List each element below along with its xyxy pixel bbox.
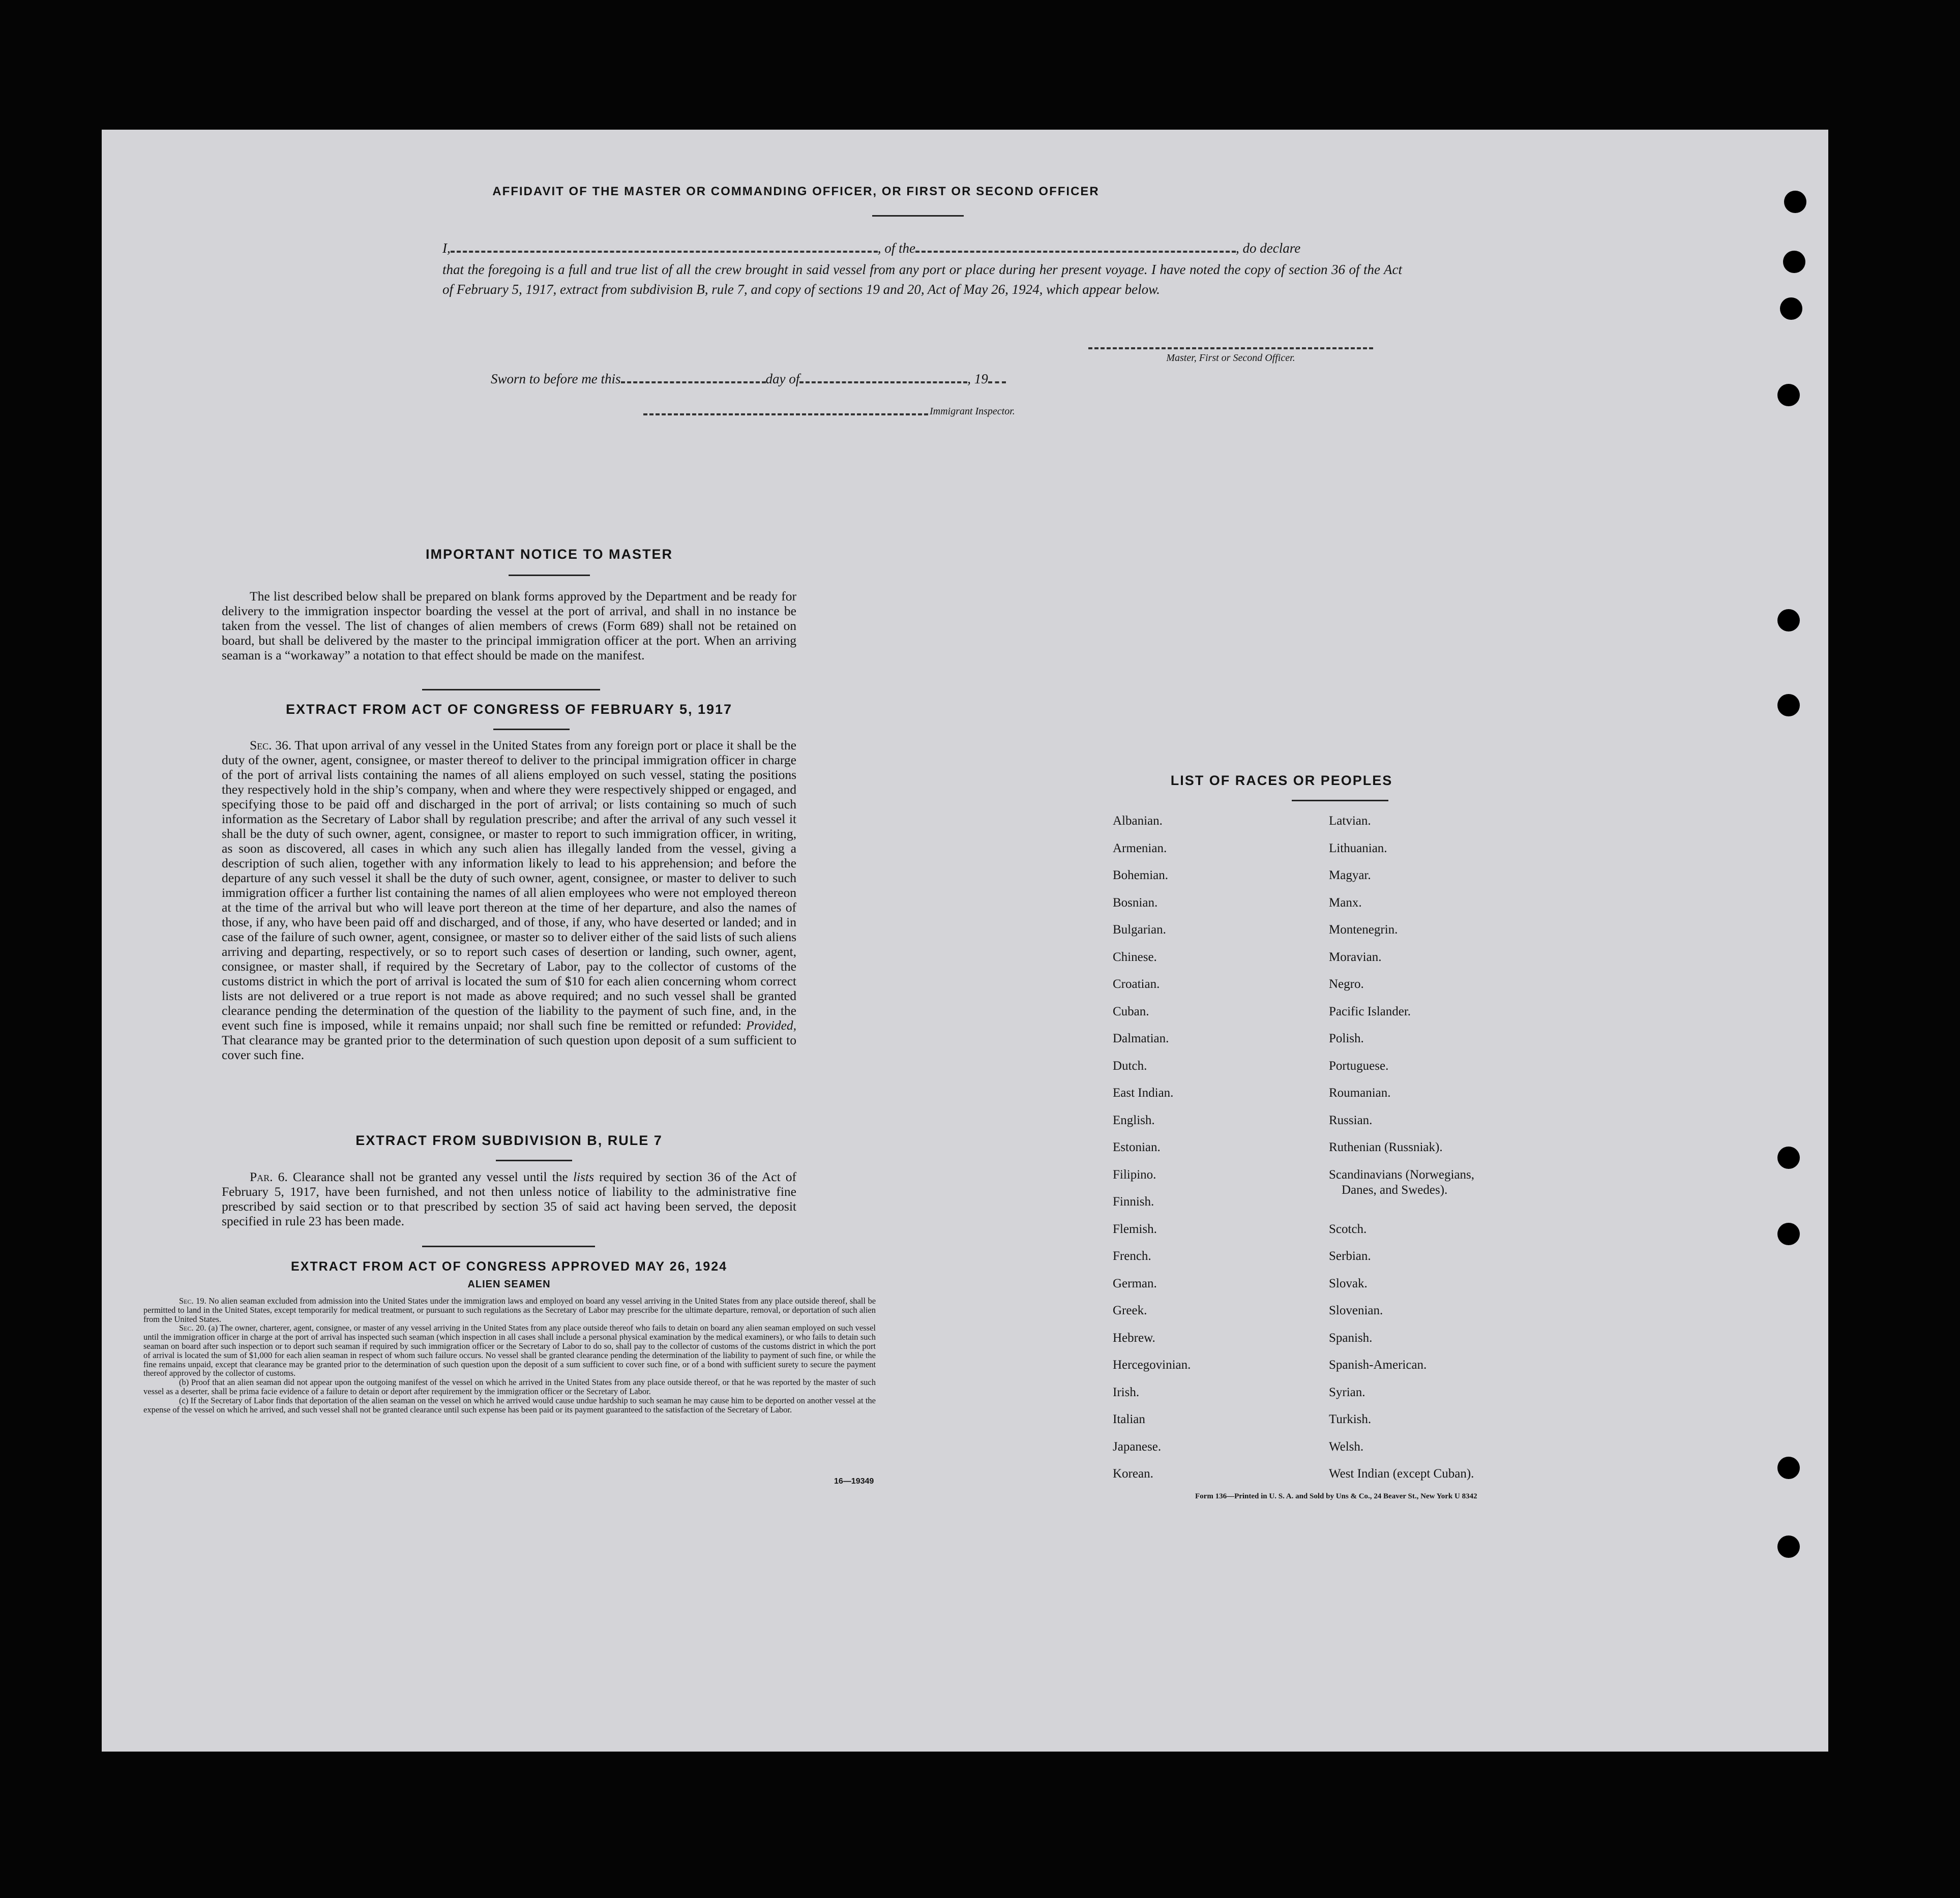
do-declare-label: , do declare	[1236, 240, 1301, 256]
race-item: Hercegovinian.	[1113, 1358, 1191, 1372]
race-item: Portuguese.	[1329, 1059, 1389, 1073]
race-item: Scotch.	[1329, 1222, 1367, 1236]
race-item: Albanian.	[1113, 814, 1163, 828]
day-of-label: day of	[765, 371, 800, 386]
race-item: Lithuanian.	[1329, 841, 1387, 855]
race-item: Bosnian.	[1113, 895, 1158, 910]
race-item: Montenegrin.	[1329, 923, 1398, 937]
race-item: Chinese.	[1113, 950, 1157, 964]
race-item: Irish.	[1113, 1385, 1140, 1399]
race-item: Croatian.	[1113, 977, 1160, 991]
race-item: Serbian.	[1329, 1249, 1371, 1263]
races-rule	[1292, 800, 1388, 801]
race-item: Japanese.	[1113, 1439, 1162, 1454]
declaration-body: that the foregoing is a full and true list of all the crew brought in said vessel from any port or place during her present voyage. I have noted the copy of section 36 of the Act of February 5, 1917, extract from subdivision B, rule 7, and copy of sections 19 and 20, Act of May 26, 1924, which appear below.	[442, 262, 1402, 297]
master-signature-line[interactable]	[1088, 347, 1373, 349]
par-6-label: Par. 6.	[250, 1169, 288, 1184]
race-item: West Indian (except Cuban).	[1329, 1467, 1474, 1481]
punch-hole	[1777, 384, 1800, 406]
sec-36-end: That clearance may be granted prior to the determination of such question upon deposit of a sum sufficient to cover such fine.	[222, 1033, 796, 1062]
race-item: Armenian.	[1113, 841, 1167, 855]
form-page	[102, 130, 1828, 1752]
race-item: Russian.	[1329, 1113, 1373, 1127]
sworn-label: Sworn to before me this	[491, 371, 621, 386]
rule-7-rule	[496, 1160, 572, 1161]
inspector-signature-line[interactable]	[643, 413, 928, 415]
race-item: East Indian.	[1113, 1086, 1174, 1100]
race-item: Estonian.	[1113, 1140, 1161, 1154]
month-blank[interactable]	[799, 376, 967, 383]
sec-19-body: No alien seaman excluded from admission into the United States under the immigration laws and employed on board any vessel arriving in the United States from any place outside thereof, shall be permitted to land in the United States, except temporarily for medical treatment, or pursuant to such regulations as the Secretary of Labor may prescribe for the ultimate departure, removal, or deportation of such alien from the United States.	[143, 1296, 876, 1324]
form-footer: Form 136—Printed in U. S. A. and Sold by Uns & Co., 24 Beaver St., New York U 8342	[1195, 1492, 1477, 1500]
par-6-body-b: required by section 36 of the Act of February 5, 1917, have been furnished, and not then unless notice of liability to the administrative fine prescribed by said section or to that prescribed by section 35 of said act having been served, the deposit specified in rule 23 has been made.	[222, 1169, 797, 1228]
sec-20c-text: (c) If the Secretary of Labor finds that deportation of the alien seaman on the vessel on which he arrived would cause undue hardship to such seaman he may cause him to be deported on another vessel at the expense of the vessel on which he arrived, and such vessel shall not be granted clearance until such expense has been paid or its payment guaranteed to the satisfaction of the Secretary of Labor.	[143, 1395, 876, 1414]
provided-word: Provided,	[746, 1018, 797, 1033]
sworn-line	[491, 371, 1006, 387]
sec-20b-text: (b) Proof that an alien seaman did not appear upon the outgoing manifest of the vessel on which he arrived in the United States from any place outside thereof, or that he was reported by the master of such vessel as a deserter, shall be prima facie evidence of a failure to detain or deport after requirement by the immigration officer or the Secretary of Labor.	[143, 1377, 876, 1396]
notice-title: IMPORTANT NOTICE TO MASTER	[426, 547, 673, 562]
race-item: Turkish.	[1329, 1412, 1372, 1426]
par-6-text	[222, 1169, 796, 1228]
race-item: Filipino.	[1113, 1167, 1156, 1182]
race-item: Finnish.	[1113, 1195, 1154, 1209]
race-item: Slovak.	[1329, 1276, 1368, 1290]
race-item: Italian	[1113, 1412, 1145, 1426]
race-item: Pacific Islander.	[1329, 1004, 1411, 1018]
alien-seamen-subtitle: ALIEN SEAMEN	[467, 1279, 551, 1290]
race-item: Hebrew.	[1113, 1331, 1155, 1345]
race-item: Magyar.	[1329, 868, 1371, 882]
punch-hole	[1777, 1223, 1800, 1245]
race-item: Bulgarian.	[1113, 923, 1166, 937]
race-item: Polish.	[1329, 1032, 1364, 1045]
race-item: Spanish.	[1329, 1331, 1373, 1345]
sec-20a-text	[143, 1323, 876, 1378]
punch-hole	[1777, 694, 1800, 716]
master-name-blank[interactable]	[451, 246, 878, 253]
punch-hole	[1777, 1457, 1800, 1479]
act-1917-title: EXTRACT FROM ACT OF CONGRESS OF FEBRUARY 5, 1917	[285, 702, 733, 717]
race-item: Dutch.	[1113, 1059, 1147, 1073]
race-item: German.	[1113, 1276, 1157, 1290]
punch-hole	[1777, 609, 1800, 631]
race-item: Danes, and Swedes).	[1342, 1183, 1448, 1197]
sec-19-text	[143, 1297, 876, 1323]
race-item: Welsh.	[1329, 1439, 1364, 1454]
sec-19-label: Sec. 19.	[179, 1296, 206, 1306]
act-1924-title: EXTRACT FROM ACT OF CONGRESS APPROVED MAY 26, 1924	[290, 1259, 728, 1274]
punch-hole	[1784, 191, 1806, 213]
race-item: Greek.	[1113, 1304, 1147, 1317]
race-item: Korean.	[1113, 1467, 1153, 1481]
notice-body: The list described below shall be prepared on blank forms approved by the Department and be ready for delivery to the immigration inspector boarding the vessel at the port of arrival, and shall in no instance be taken from the vessel. The list of changes of alien members of crews (Form 689) shall not be retained on board, but shall be delivered by the master to the principal immigration officer at the port. When an arriving seaman is a “workaway” a notation to that effect should be made on the manifest.	[222, 589, 796, 662]
sec-20-label: Sec. 20.	[179, 1323, 206, 1333]
race-item: Dalmatian.	[1113, 1032, 1169, 1045]
race-item: Bohemian.	[1113, 868, 1169, 882]
races-left-column	[1113, 814, 1316, 1494]
race-item: Syrian.	[1329, 1385, 1365, 1399]
race-item: Spanish-American.	[1329, 1358, 1427, 1372]
year-blank[interactable]	[988, 376, 1006, 383]
notice-rule	[509, 575, 590, 576]
race-item: Scandinavians (Norwegians,	[1329, 1167, 1475, 1182]
act-1917-rule	[493, 729, 570, 730]
race-item: Slovenian.	[1329, 1304, 1383, 1317]
race-item: Flemish.	[1113, 1222, 1157, 1236]
affidavit-title: AFFIDAVIT OF THE MASTER OR COMMANDING OFFICER, OR FIRST OR SECOND OFFICER	[492, 185, 1100, 198]
races-right-column	[1329, 814, 1614, 1494]
sec-36-body: That upon arrival of any vessel in the United States from any foreign port or place it shall be the duty of the owner, agent, consignee, or master thereof to deliver to the principal immigration officer in charge of the port of arrival lists containing the names of all aliens employed on such vessel, stating the positions they respectively hold in the ship’s company, when and where they were respectively shipped or engaged, and specifying those to be paid off and discharged in the port of arrival; or lists containing so much of such information as the Secretary of Labor shall by regulation prescribe; and after the arrival of any such vessel it shall be the duty of such owner, agent, consignee, or master to report to such immigration officer, in writing, as soon as discovered, all cases in which any such alien has illegally landed from the vessel, giving a description of such alien, together with any information likely to lead to his apprehension; and before the departure of any such vessel it shall be the duty of such owner, agent, consignee, or master to deliver to such immigration officer a further list containing the names of all alien employees who were not employed thereon at the time of the arrival but who will leave port thereon at the time of her departure, and also the names of those, if any, who have been paid off and discharged, and of those, if any, who have deserted or landed; and in case of the failure of such owner, agent, consignee, or master so to deliver either of the said lists of such aliens arriving and departing, respectively, or so to report such cases of desertion or landing, such owner, agent, consignee, or master shall, if required by the Secretary of Labor, pay to the collector of customs of the customs district in which the port of arrival is located the sum of $10 for each alien concerning whom correct lists are not delivered or a true report is not made as above required; and no such vessel shall be granted clearance pending the determination of the question of the liability to the payment of such fine, and, in the event such fine is imposed, while it remains unpaid; nor shall such fine be remitted or refunded:	[222, 738, 796, 1033]
race-item: Roumanian.	[1329, 1086, 1391, 1100]
vessel-name-blank[interactable]	[915, 246, 1236, 253]
i-label: I,	[442, 240, 451, 256]
punch-hole	[1777, 1535, 1800, 1558]
race-item: English.	[1113, 1113, 1155, 1127]
race-item: Ruthenian (Russniak).	[1329, 1140, 1443, 1154]
race-item: French.	[1113, 1249, 1151, 1263]
notice-end-rule	[422, 689, 600, 690]
sec-36-label: Sec. 36.	[250, 738, 292, 752]
rule-7-end-rule	[422, 1246, 595, 1247]
punch-hole	[1777, 1147, 1800, 1169]
par-6-body-a: Clearance shall not be granted any vessel until the	[292, 1169, 568, 1184]
race-item: Cuban.	[1113, 1004, 1149, 1018]
lists-word: lists	[573, 1169, 595, 1184]
race-item: Manx.	[1329, 895, 1362, 910]
act-1924-body	[143, 1297, 876, 1414]
race-item: Latvian.	[1329, 814, 1371, 828]
declaration-line	[442, 240, 1510, 256]
race-item: Negro.	[1329, 977, 1364, 991]
title-rule	[872, 215, 964, 217]
print-code: 16—19349	[834, 1477, 874, 1486]
sec-20a-body: (a) The owner, charterer, agent, consignee, or master of any vessel arriving in the United States from any place outside thereof who fails to detain on board any alien seaman employed on such vessel until the immigration officer in charge at the port of arrival has inspected such seaman (which inspection in all cases shall include a personal physical examination by the medical examiners), or who fails to detain such seaman on board after such inspection or to deport such seaman if required by such immigration officer or the Secretary of Labor to do so, shall pay to the collector of customs of the customs district in which the port of arrival is located the sum of $1,000 for each alien seaman in respect of whom such failure occurs. No vessel shall be granted clearance pending the determination of the liability to payment of such fine, or while the fine remains unpaid, except that clearance may be granted prior to the determination of such question upon the deposit of a sum sufficient to cover such fine, or of a bond with sufficient surety to secure the payment thereof approved by the collector of customs.	[143, 1323, 876, 1378]
inspector-caption: Immigrant Inspector.	[930, 406, 1015, 417]
day-blank[interactable]	[621, 376, 766, 383]
master-caption: Master, First or Second Officer.	[1166, 352, 1295, 364]
races-title: LIST OF RACES OR PEOPLES	[1170, 773, 1393, 788]
rule-7-title: EXTRACT FROM SUBDIVISION B, RULE 7	[355, 1133, 663, 1148]
year-label: , 19	[967, 371, 988, 386]
race-item: Moravian.	[1329, 950, 1382, 964]
sec-36-text	[222, 738, 796, 1062]
punch-hole	[1780, 297, 1802, 320]
punch-hole	[1783, 251, 1805, 273]
of-the-label: , of the	[877, 240, 915, 256]
